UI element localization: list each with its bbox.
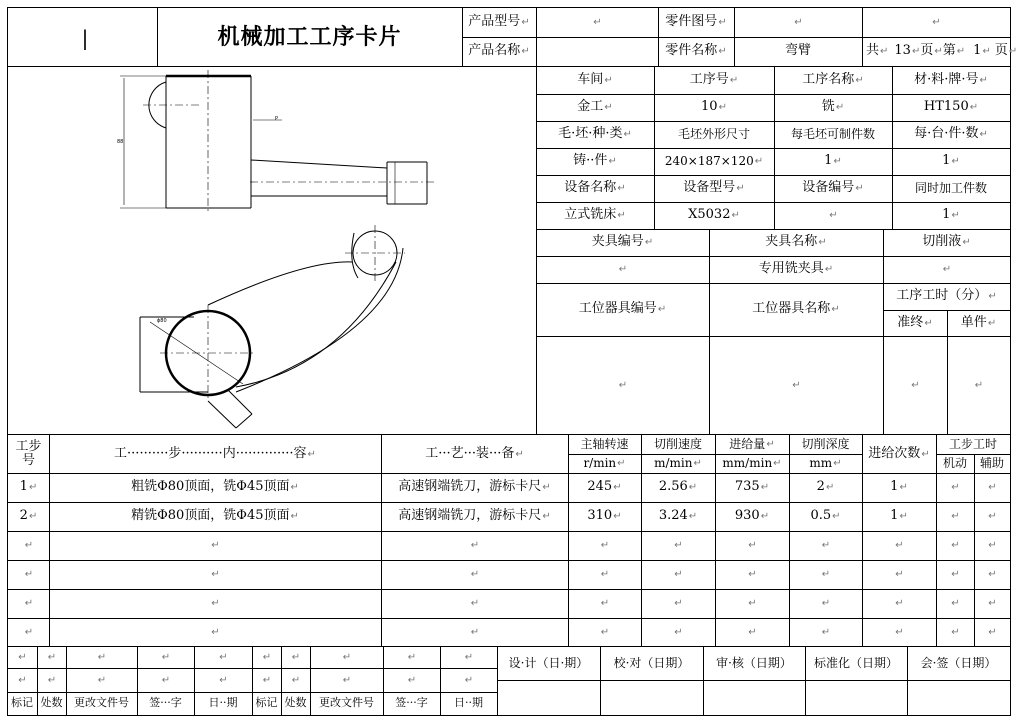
- cell-text: 第: [942, 43, 956, 59]
- cell-text: 毛·坯·种·类: [558, 126, 623, 142]
- step-cell[interactable]: ↵: [24, 569, 34, 580]
- cell-text: 零件名称: [665, 43, 718, 59]
- step-cell[interactable]: ↵: [470, 627, 480, 638]
- fixture-no-value[interactable]: ↵: [618, 264, 628, 275]
- step-cell[interactable]: 1 ↵: [890, 479, 908, 495]
- cell-text: 产品型号: [468, 14, 521, 30]
- footer-empty-cell[interactable]: ↵: [47, 651, 57, 663]
- op-no-label: 工序号 ↵: [689, 72, 739, 88]
- step-passes: 1: [890, 479, 899, 495]
- cell-text: 页: [994, 43, 1008, 59]
- footer-change-doc-label: 更改文件号: [74, 696, 129, 710]
- equipment-name-label: 设备名称 ↵: [564, 180, 626, 196]
- cell-text: 设备型号: [683, 180, 736, 196]
- cell-text: 工序工时（分）: [896, 288, 988, 304]
- cell-text: 10: [701, 99, 718, 115]
- step-cell[interactable]: ↵: [988, 540, 997, 551]
- cell-text: 1: [973, 43, 982, 59]
- step-content: 粗铣Φ80顶面，铣Φ45顶面: [131, 479, 290, 495]
- cell-text: 准终: [897, 314, 924, 330]
- cell-text: 专用铣夹具: [758, 261, 824, 277]
- step-cell[interactable]: 735 ↵: [734, 479, 770, 495]
- step-cell[interactable]: 310 ↵: [587, 508, 622, 524]
- setup-time-label: 准终 ↵: [897, 314, 933, 330]
- plan-view: [140, 225, 405, 428]
- part-name-label: 零件名称 ↵: [665, 43, 727, 59]
- footer-mark-label: 标记: [255, 696, 278, 710]
- step-cell[interactable]: ↵: [470, 598, 480, 609]
- product-model-field[interactable]: ↵: [593, 17, 602, 28]
- footer-empty-cell[interactable]: ↵: [47, 674, 57, 686]
- step-cell[interactable]: ↵: [674, 569, 683, 580]
- cell-text: 立式铣床: [564, 207, 617, 223]
- step-cell[interactable]: ↵: [895, 598, 904, 609]
- workshop-value[interactable]: 金工 ↵: [577, 99, 613, 115]
- step-content: 精铣Φ80顶面，铣Φ45顶面: [131, 508, 290, 524]
- step-cell[interactable]: ↵: [951, 482, 960, 493]
- cell-text: 工位器具名称: [752, 301, 831, 317]
- cell-text: 切削深度: [801, 436, 850, 451]
- step-passes: 1: [890, 508, 899, 524]
- footer-place-label: 处数: [284, 696, 307, 710]
- step-cell[interactable]: ↵: [211, 540, 220, 551]
- cell-text: 切削液: [922, 234, 962, 250]
- step-cell[interactable]: ↵: [748, 540, 757, 551]
- dimension-label: P: [275, 116, 279, 122]
- step-cell[interactable]: ↵: [24, 627, 34, 638]
- cell-text: 共: [866, 43, 880, 59]
- cell-text: 零件图号: [665, 14, 718, 30]
- station-tool-name-label: 工位器具名称 ↵: [752, 301, 840, 317]
- cell-text: 同时加工件数: [914, 180, 987, 195]
- footer-empty-cell[interactable]: ↵: [464, 674, 474, 686]
- step-cell[interactable]: 2 ↵: [816, 479, 835, 495]
- step-depth: 0.5: [810, 508, 832, 524]
- step-depth: 2: [816, 479, 825, 495]
- parts-per-blank-value[interactable]: 1 ↵: [824, 153, 842, 169]
- cell-text: 进给量: [729, 436, 766, 451]
- step-equipment: 高速钢端铣刀，游标卡尺: [398, 508, 542, 524]
- step-speed: 3.24: [658, 508, 688, 524]
- cell-text: 车间: [577, 72, 604, 88]
- step-cell[interactable]: 高速钢端铣刀，游标卡尺 ↵: [398, 479, 551, 495]
- part-drawing-no-label: 零件图号 ↵: [665, 14, 727, 30]
- step-cell[interactable]: ↵: [470, 569, 480, 580]
- coolant-label: 切削液 ↵: [922, 234, 971, 250]
- cell-text: 进给次数: [868, 445, 921, 461]
- content-header: 工··········步··········内··············容 ↵: [114, 445, 316, 461]
- footer-empty-cell[interactable]: ↵: [407, 651, 417, 663]
- countersign-label: 会·签（日期）: [920, 656, 997, 671]
- text-cursor: |: [81, 25, 89, 50]
- step-cell[interactable]: ↵: [211, 598, 220, 609]
- step-cell[interactable]: ↵: [821, 598, 831, 609]
- equipment-name-value[interactable]: 立式铣床 ↵: [564, 207, 626, 223]
- step-cell[interactable]: ↵: [211, 627, 220, 638]
- footer-empty-cell[interactable]: ↵: [407, 674, 417, 686]
- step-no-header: [8, 435, 49, 473]
- cell-text: 1: [942, 153, 951, 169]
- spindle-speed-header: [568, 435, 641, 454]
- step-equipment: 高速钢端铣刀，游标卡尺: [398, 479, 542, 495]
- cell-text: 切削速度: [653, 436, 702, 451]
- step-cell[interactable]: ↵: [988, 627, 997, 638]
- step-cell[interactable]: ↵: [600, 569, 610, 580]
- cell-text: 材·料·牌·号: [914, 72, 979, 88]
- step-cell[interactable]: 2.56 ↵: [658, 479, 698, 495]
- cell-text: 铣: [821, 99, 835, 115]
- product-name-label: 产品名称 ↵: [468, 43, 530, 59]
- step-cell[interactable]: ↵: [748, 569, 757, 580]
- op-no-value[interactable]: 10 ↵: [701, 99, 727, 115]
- step-cell[interactable]: ↵: [951, 511, 960, 522]
- cut-depth-header: [789, 435, 862, 454]
- passes-header: 进给次数 ↵: [868, 445, 930, 461]
- station-tool-no-value[interactable]: ↵: [618, 379, 628, 391]
- footer-empty-cell[interactable]: ↵: [342, 651, 352, 663]
- unit-time-value[interactable]: ↵: [974, 379, 984, 391]
- step-cell[interactable]: ↵: [600, 627, 610, 638]
- per-unit-value[interactable]: 1 ↵: [942, 153, 960, 169]
- cell-text: 工步工时: [948, 436, 997, 451]
- cell-text: 产品名称: [468, 43, 521, 59]
- spindle-unit: r/min ↵: [583, 455, 626, 470]
- parts-per-blank-label: [774, 121, 892, 148]
- step-cell[interactable]: ↵: [951, 569, 960, 580]
- product-model-label: 产品型号 ↵: [468, 14, 530, 30]
- card-title: 机械加工工序卡片: [217, 23, 402, 50]
- blank-type-value[interactable]: 铸··件 ↵: [573, 153, 617, 169]
- cell-text: 夹具编号: [591, 234, 644, 250]
- step-cell[interactable]: 1 ↵: [890, 508, 908, 524]
- cell-text: 工步号: [15, 438, 42, 468]
- step-cell[interactable]: 高速钢端铣刀，游标卡尺 ↵: [398, 508, 551, 524]
- setup-time-value[interactable]: ↵: [911, 379, 920, 391]
- check-label: 校·对（日期）: [613, 656, 690, 671]
- simultaneous-value[interactable]: 1 ↵: [942, 207, 960, 223]
- footer-date-label: 日··期: [454, 696, 483, 710]
- cell-text: 页: [920, 43, 934, 59]
- equipment-model-label: 设备型号 ↵: [683, 180, 745, 196]
- dimension-label: ϕ80: [157, 318, 167, 324]
- cell-text: HT150: [923, 99, 969, 115]
- machine-time-header: [936, 454, 974, 473]
- step-cell[interactable]: ↵: [24, 598, 34, 609]
- step-cell[interactable]: ↵: [470, 540, 480, 551]
- footer-empty-cell[interactable]: ↵: [97, 674, 107, 686]
- part-drawing-no-field[interactable]: ↵: [794, 17, 803, 28]
- step-cell[interactable]: ↵: [821, 540, 831, 551]
- blank-field[interactable]: ↵: [932, 17, 941, 28]
- simultaneous-label: [892, 175, 1010, 202]
- cell-text: 夹具名称: [765, 234, 818, 250]
- feed-unit: mm/min ↵: [722, 455, 782, 470]
- material-label: 材·料·牌·号 ↵: [914, 72, 988, 88]
- step-spindle: 310: [587, 508, 613, 524]
- blank-type-label: 毛·坯·种·类 ↵: [558, 126, 632, 142]
- step-feed: 735: [734, 479, 760, 495]
- step-cell[interactable]: ↵: [988, 598, 997, 609]
- per-unit-label: 每·台·件·数 ↵: [914, 126, 988, 142]
- equipment-no-value[interactable]: ↵: [829, 210, 838, 221]
- cell-text: 辅助: [979, 455, 1004, 470]
- step-no: 2: [19, 508, 28, 524]
- coolant-value[interactable]: ↵: [942, 264, 952, 275]
- step-cell[interactable]: 3.24 ↵: [658, 508, 698, 524]
- footer-signature-label: 签···字: [395, 696, 428, 710]
- cut-speed-unit: m/min ↵: [654, 455, 702, 470]
- footer-empty-cell[interactable]: ↵: [262, 651, 272, 663]
- fixture-name-value[interactable]: 专用铣夹具 ↵: [758, 261, 834, 277]
- step-cell[interactable]: ↵: [895, 627, 904, 638]
- step-cell[interactable]: 245 ↵: [587, 479, 622, 495]
- step-cell[interactable]: ↵: [748, 627, 757, 638]
- cell-text: mm/min: [722, 455, 773, 470]
- footer-empty-cell[interactable]: ↵: [18, 651, 27, 663]
- cell-text: X5032: [688, 207, 731, 223]
- side-view: [120, 70, 435, 214]
- step-cell[interactable]: ↵: [988, 569, 997, 580]
- cell-text: 工位器具编号: [578, 301, 657, 317]
- step-cell[interactable]: ↵: [951, 540, 960, 551]
- step-cell[interactable]: ↵: [821, 569, 831, 580]
- op-name-value[interactable]: 铣 ↵: [821, 99, 845, 115]
- footer-empty-cell[interactable]: ↵: [464, 651, 474, 663]
- cell-text: 铸··件: [573, 153, 608, 169]
- step-time-header: [936, 435, 1010, 454]
- cell-text: 工··········步··········内··············容: [114, 445, 307, 461]
- footer-empty-cell[interactable]: ↵: [97, 651, 107, 663]
- step-cell[interactable]: ↵: [951, 598, 960, 609]
- step-cell[interactable]: ↵: [674, 598, 683, 609]
- cell-text: 工···艺···装···备: [425, 445, 515, 461]
- footer-signature-label: 签···字: [149, 696, 182, 710]
- cell-text: 单件: [960, 314, 987, 330]
- op-time-label: 工序工时（分） ↵: [896, 288, 997, 304]
- step-no: 1: [19, 479, 28, 495]
- footer-empty-cell[interactable]: ↵: [262, 674, 272, 686]
- step-cell[interactable]: ↵: [951, 627, 960, 638]
- step-cell[interactable]: ↵: [988, 482, 997, 493]
- step-cell[interactable]: ↵: [988, 511, 997, 522]
- aux-time-header: [974, 454, 1010, 473]
- blank-size-value[interactable]: 240×187×120 ↵: [664, 153, 764, 168]
- station-tool-no-label: 工位器具编号 ↵: [578, 301, 667, 317]
- step-cell[interactable]: ↵: [24, 540, 34, 551]
- equipment-header: 工···艺···装···备 ↵: [425, 445, 524, 461]
- footer-empty-cell[interactable]: ↵: [219, 651, 228, 663]
- cell-text: 工序号: [689, 72, 729, 88]
- cell-text: m/min: [654, 455, 693, 470]
- step-cell[interactable]: ↵: [600, 598, 610, 609]
- step-cell[interactable]: 0.5 ↵: [810, 508, 841, 524]
- standard-label: 标准化（日期）: [813, 656, 898, 671]
- cell-text: r/min: [583, 455, 617, 470]
- cell-text: 设备编号: [802, 180, 855, 196]
- footer-empty-cell[interactable]: ↵: [161, 651, 171, 663]
- review-label: 审·核（日期）: [716, 656, 792, 671]
- footer-date-label: 日··期: [208, 696, 238, 710]
- step-speed: 2.56: [658, 479, 688, 495]
- footer-place-label: 处数: [40, 696, 63, 710]
- equipment-no-label: 设备编号 ↵: [802, 180, 864, 196]
- fixture-no-label: 夹具编号 ↵: [591, 234, 654, 250]
- step-cell[interactable]: ↵: [674, 540, 683, 551]
- product-name-field[interactable]: [536, 37, 658, 66]
- step-cell[interactable]: ↵: [600, 540, 610, 551]
- step-cell[interactable]: ↵: [895, 540, 904, 551]
- cell-text: 1: [824, 153, 833, 169]
- design-label: 设·计（日·期）: [508, 656, 589, 671]
- workshop-label: 车间 ↵: [577, 72, 613, 88]
- station-tool-name-value[interactable]: ↵: [792, 379, 801, 391]
- footer-empty-cell[interactable]: ↵: [342, 674, 352, 686]
- step-cell[interactable]: 精铣Φ80顶面，铣Φ45顶面 ↵: [131, 508, 299, 524]
- footer-change-doc-label: 更改文件号: [319, 696, 374, 710]
- step-cell[interactable]: 1 ↵: [19, 479, 38, 495]
- cell-text: 1: [942, 207, 951, 223]
- footer-mark-label: 标记: [11, 696, 33, 710]
- cell-text: 每·台·件·数: [914, 126, 979, 142]
- footer-empty-cell[interactable]: ↵: [291, 651, 301, 663]
- cell-text: 工序名称: [802, 72, 855, 88]
- step-cell[interactable]: 粗铣Φ80顶面，铣Φ45顶面 ↵: [131, 479, 299, 495]
- equipment-model-value[interactable]: X5032 ↵: [688, 207, 740, 223]
- dimension-label: 88: [117, 139, 124, 145]
- part-name-value[interactable]: 弯臂: [784, 43, 811, 59]
- cell-text: mm: [809, 455, 833, 470]
- step-cell[interactable]: ↵: [211, 569, 220, 580]
- step-feed: 930: [734, 508, 760, 524]
- depth-unit: mm ↵: [809, 455, 842, 470]
- material-value[interactable]: HT150 ↵: [923, 99, 979, 115]
- cell-text: 毛坯外形尺寸: [677, 126, 750, 141]
- cell-text: 金工: [577, 99, 604, 115]
- cut-speed-header: [641, 435, 715, 454]
- op-name-label: 工序名称 ↵: [802, 72, 864, 88]
- footer-empty-cell[interactable]: ↵: [219, 674, 228, 686]
- step-cell[interactable]: ↵: [821, 627, 831, 638]
- page-count: 共 ↵ 13 ↵ 页 ↵ 第 ↵ 1 ↵ 页 ↵: [866, 43, 1017, 59]
- step-cell[interactable]: 2 ↵: [19, 508, 38, 524]
- fixture-name-label: 夹具名称 ↵: [765, 234, 827, 250]
- footer-empty-cell[interactable]: ↵: [18, 674, 27, 686]
- blank-size-label: [654, 121, 774, 148]
- step-spindle: 245: [587, 479, 613, 495]
- step-cell[interactable]: ↵: [895, 569, 904, 580]
- footer-empty-cell[interactable]: ↵: [291, 674, 301, 686]
- cell-text: 每毛坯可制件数: [790, 126, 875, 141]
- step-cell[interactable]: ↵: [748, 598, 757, 609]
- cell-text: 13: [894, 43, 911, 59]
- cell-text: 240×187×120: [664, 153, 754, 168]
- footer-empty-cell[interactable]: ↵: [161, 674, 171, 686]
- cell-text: 机动: [942, 455, 967, 470]
- step-cell[interactable]: ↵: [674, 627, 683, 638]
- cell-text: 设备名称: [564, 180, 617, 196]
- unit-time-label: 单件 ↵: [960, 314, 997, 330]
- feed-header: 进给量 ↵: [729, 436, 775, 451]
- step-cell[interactable]: 930 ↵: [734, 508, 770, 524]
- cell-text: 主轴转速: [580, 436, 629, 451]
